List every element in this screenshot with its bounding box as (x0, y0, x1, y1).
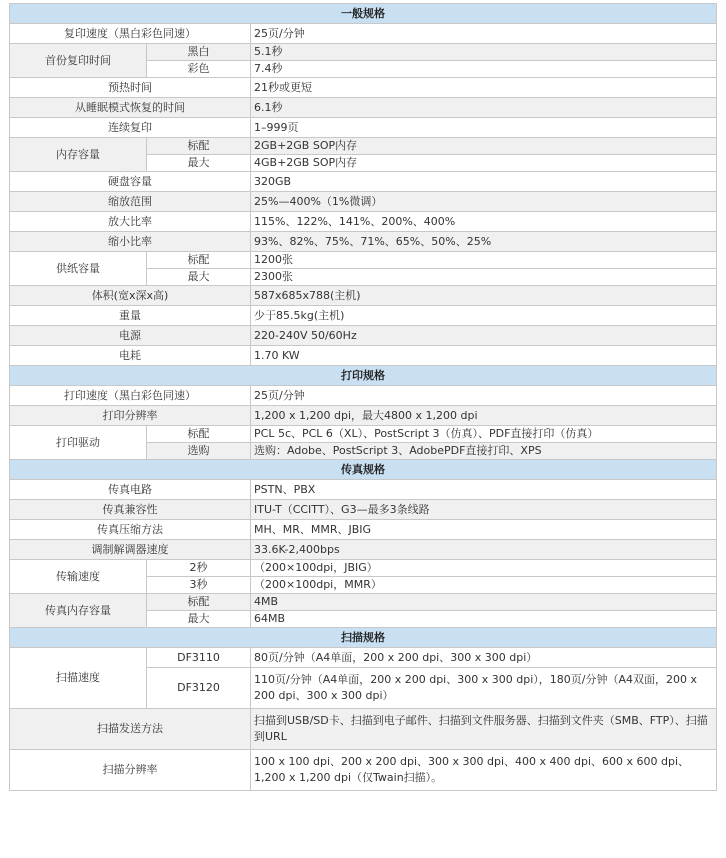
row-value: 320GB (251, 172, 717, 192)
row-value: 4GB+2GB SOP内存 (251, 155, 717, 172)
row-label: 电源 (10, 326, 251, 346)
row-label: 内存容量 (10, 138, 147, 172)
row-value: 1200张 (251, 252, 717, 269)
sub-label: 标配 (147, 594, 251, 611)
sub-label: 标配 (147, 426, 251, 443)
row-value: 587x685x788(主机) (251, 286, 717, 306)
row-value: 7.4秒 (251, 61, 717, 78)
sub-label: 标配 (147, 138, 251, 155)
row-value: 选购：Adobe、PostScript 3、AdobePDF直接打印、XPS (251, 443, 717, 460)
row-value: 64MB (251, 611, 717, 628)
row-value: 25页/分钟 (251, 24, 717, 44)
row-value: 2GB+2GB SOP内存 (251, 138, 717, 155)
row-label: 扫描速度 (10, 648, 147, 709)
row-value: 25页/分钟 (251, 386, 717, 406)
sub-label: 最大 (147, 269, 251, 286)
sub-label: 2秒 (147, 560, 251, 577)
section-header-fax: 传真规格 (10, 460, 717, 480)
row-value: 6.1秒 (251, 98, 717, 118)
row-value: 4MB (251, 594, 717, 611)
row-label: 打印驱动 (10, 426, 147, 460)
sub-label: 最大 (147, 155, 251, 172)
row-label: 打印分辨率 (10, 406, 251, 426)
row-label: 放大比率 (10, 212, 251, 232)
row-label: 预热时间 (10, 78, 251, 98)
row-value: 115%、122%、141%、200%、400% (251, 212, 717, 232)
sub-label: 选购 (147, 443, 251, 460)
row-value: 少于85.5kg(主机) (251, 306, 717, 326)
row-label: 体积(宽x深x高) (10, 286, 251, 306)
sub-label: DF3110 (147, 648, 251, 668)
spec-table (9, 3, 717, 791)
section-header-general: 一般规格 (10, 4, 717, 24)
row-value: 100 x 100 dpi、200 x 200 dpi、300 x 300 dpi、400 x 400 dpi、600 x 600 dpi、1,200 x 1,200 dpi（仅Twain扫描）。 (251, 750, 717, 791)
row-value: PSTN、PBX (251, 480, 717, 500)
row-value: 1,200 x 1,200 dpi，最大4800 x 1,200 dpi (251, 406, 717, 426)
row-label: 传真内存容量 (10, 594, 147, 628)
row-label: 从睡眠模式恢复的时间 (10, 98, 251, 118)
row-value: 80页/分钟（A4单面，200 x 200 dpi、300 x 300 dpi） (251, 648, 717, 668)
row-label: 传真电路 (10, 480, 251, 500)
row-label: 首份复印时间 (10, 44, 147, 78)
sub-label: 黑白 (147, 44, 251, 61)
row-value: 21秒或更短 (251, 78, 717, 98)
sub-label: 3秒 (147, 577, 251, 594)
row-value: 25%—400%（1%微调） (251, 192, 717, 212)
sub-label: 彩色 (147, 61, 251, 78)
row-label: 缩放范围 (10, 192, 251, 212)
row-label: 传真压缩方法 (10, 520, 251, 540)
row-value: 1.70 KW (251, 346, 717, 366)
row-value: 5.1秒 (251, 44, 717, 61)
row-value: MH、MR、MMR、JBIG (251, 520, 717, 540)
row-value: 2300张 (251, 269, 717, 286)
row-label: 供纸容量 (10, 252, 147, 286)
section-header-print: 打印规格 (10, 366, 717, 386)
row-value: 220-240V 50/60Hz (251, 326, 717, 346)
section-header-scan: 扫描规格 (10, 628, 717, 648)
row-value: 扫描到USB/SD卡、扫描到电子邮件、扫描到文件服务器、扫描到文件夹（SMB、FTP）、扫描到URL (251, 709, 717, 750)
row-value: 93%、82%、75%、71%、65%、50%、25% (251, 232, 717, 252)
row-label: 调制解调器速度 (10, 540, 251, 560)
row-value: 1–999页 (251, 118, 717, 138)
row-label: 传输速度 (10, 560, 147, 594)
row-label: 连续复印 (10, 118, 251, 138)
row-label: 复印速度（黑白彩色同速） (10, 24, 251, 44)
row-label: 电耗 (10, 346, 251, 366)
row-label: 硬盘容量 (10, 172, 251, 192)
row-value: （200×100dpi，MMR） (251, 577, 717, 594)
row-label: 扫描分辨率 (10, 750, 251, 791)
sub-label: 最大 (147, 611, 251, 628)
row-value: （200×100dpi，JBIG） (251, 560, 717, 577)
row-value: ITU-T（CCITT）、G3—最多3条线路 (251, 500, 717, 520)
row-label: 缩小比率 (10, 232, 251, 252)
row-label: 扫描发送方法 (10, 709, 251, 750)
row-value: PCL 5c、PCL 6（XL）、PostScript 3（仿真）、PDF直接打印（仿真） (251, 426, 717, 443)
row-value: 110页/分钟（A4单面，200 x 200 dpi、300 x 300 dpi），180页/分钟（A4双面，200 x 200 dpi、300 x 300 dpi） (251, 668, 717, 709)
row-label: 重量 (10, 306, 251, 326)
row-label: 传真兼容性 (10, 500, 251, 520)
sub-label: DF3120 (147, 668, 251, 709)
row-value: 33.6K-2,400bps (251, 540, 717, 560)
row-label: 打印速度（黑白彩色同速） (10, 386, 251, 406)
sub-label: 标配 (147, 252, 251, 269)
